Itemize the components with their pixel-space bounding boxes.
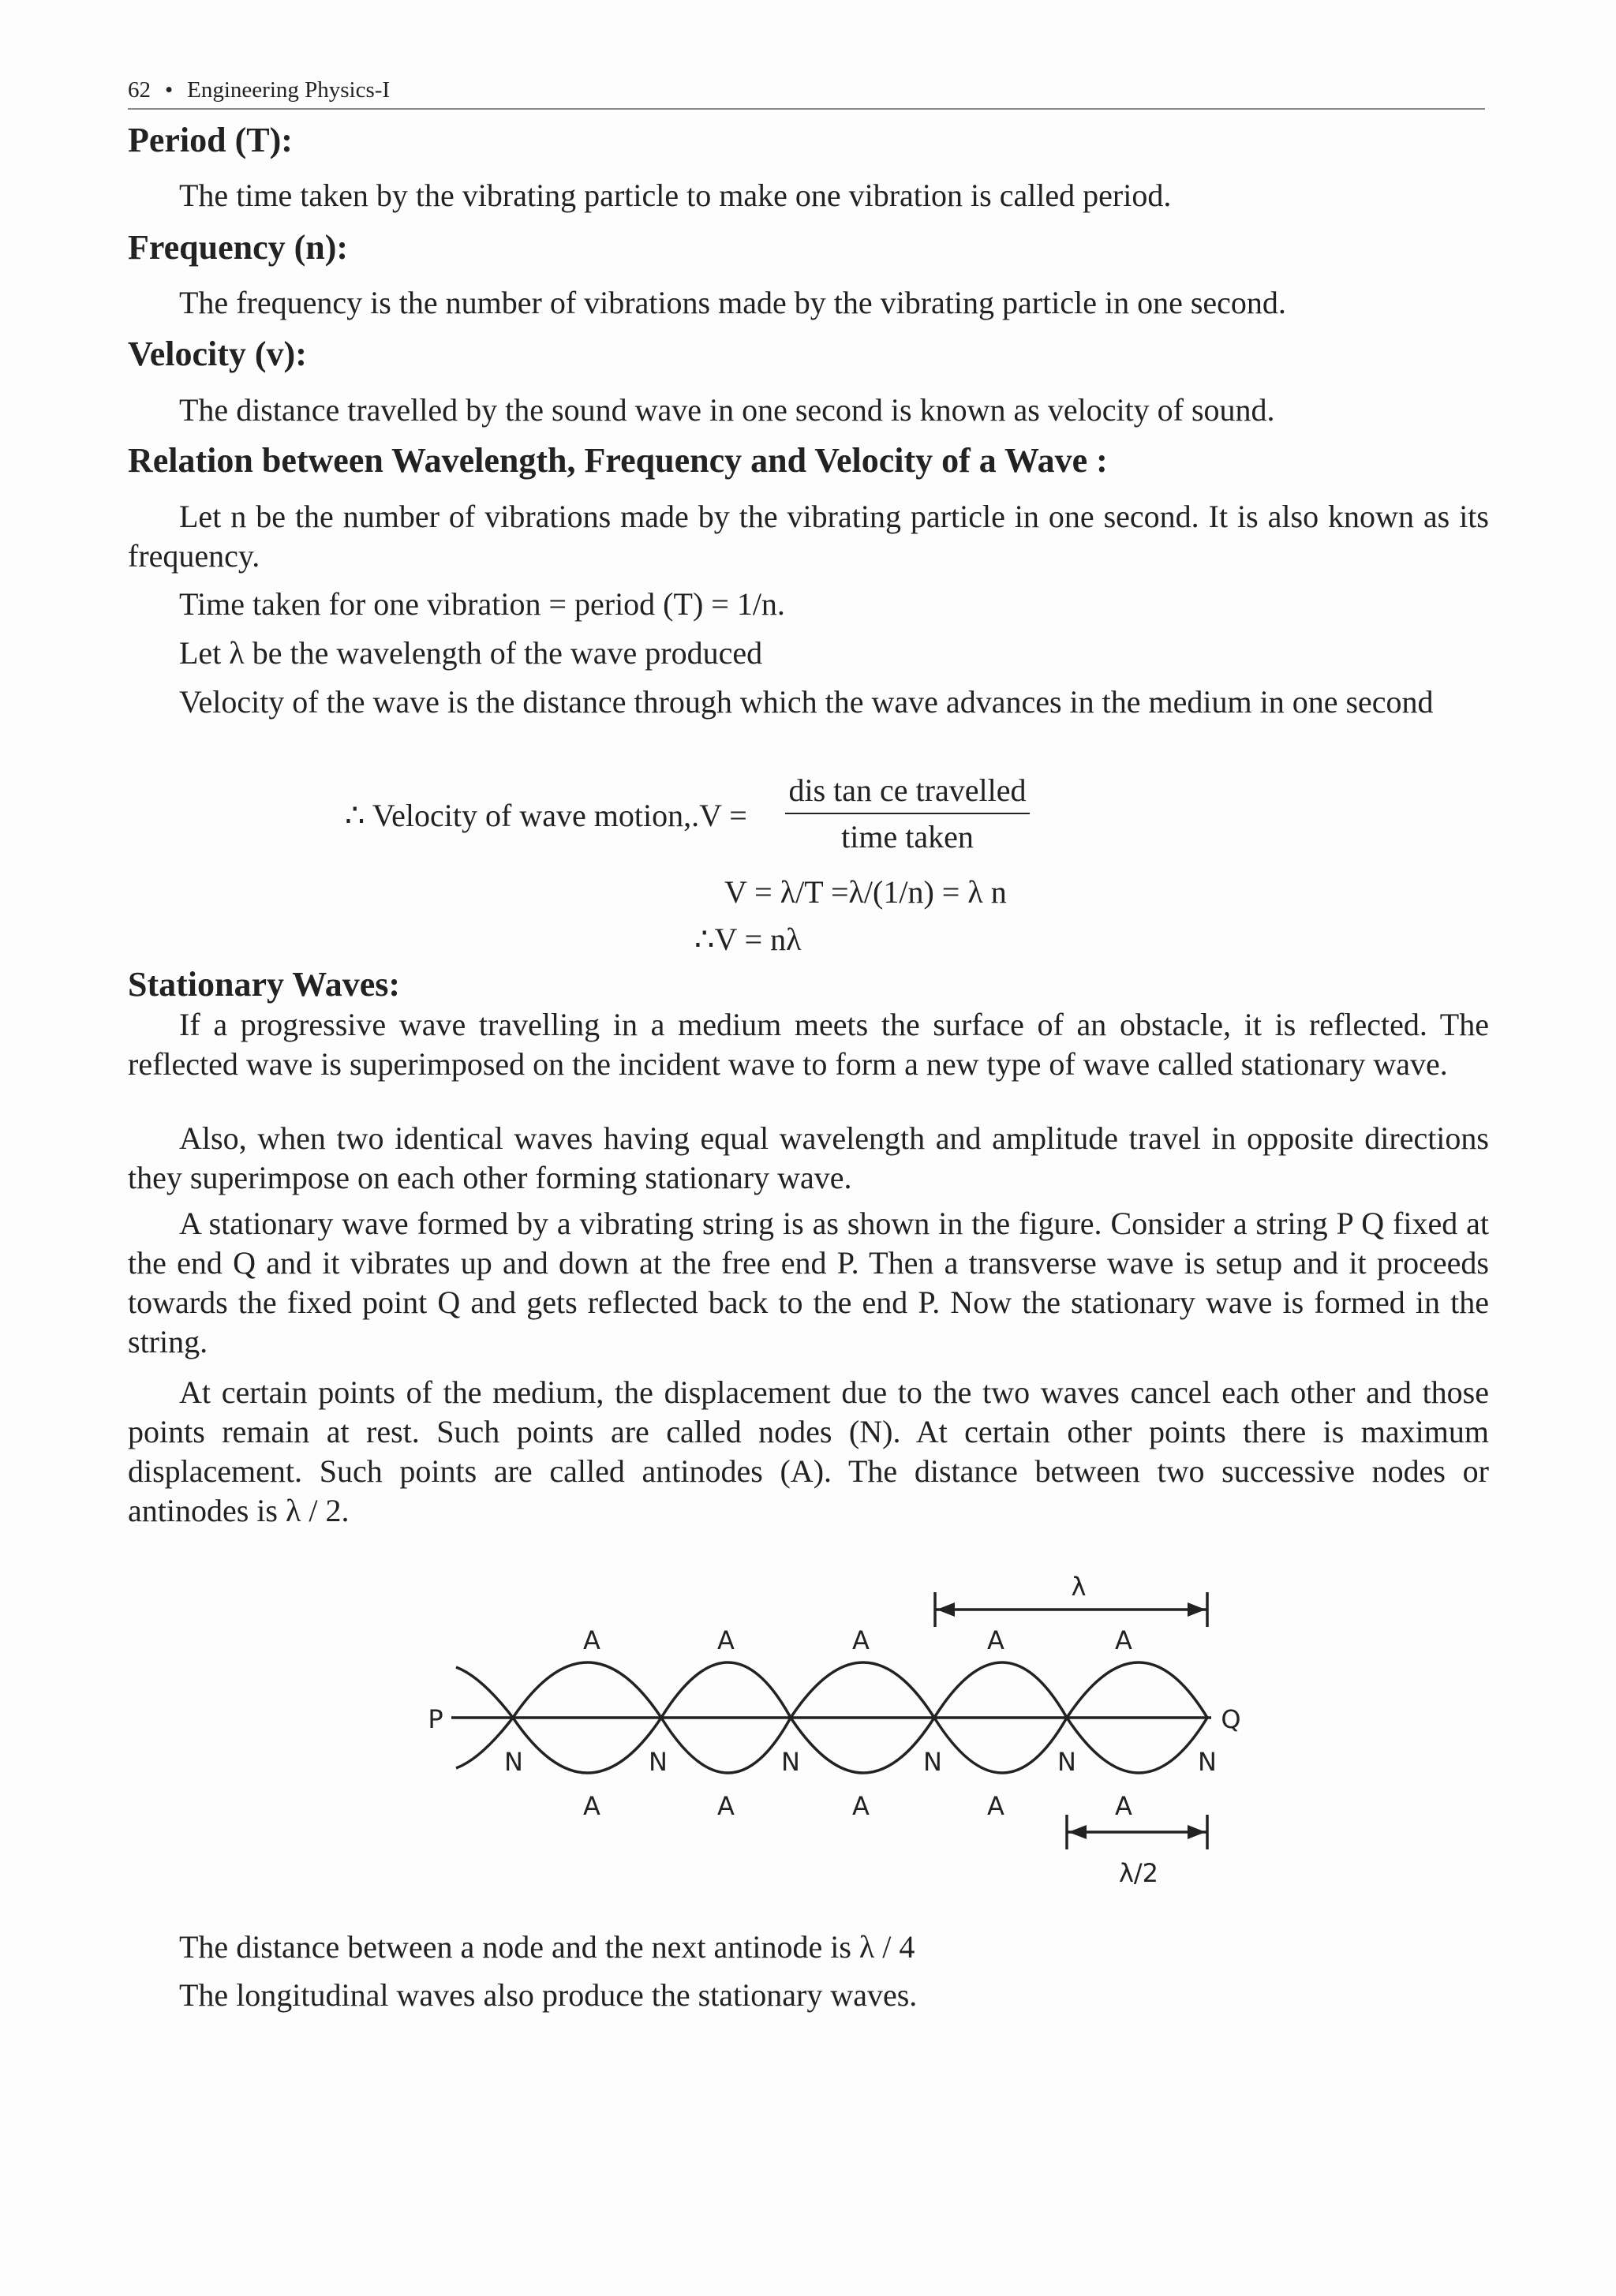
antinode-label: A (583, 1625, 600, 1655)
velocity-equation-denominator: time taken (841, 819, 974, 854)
header-bullet: • (165, 77, 174, 103)
frequency-heading: Frequency (n): (128, 228, 349, 267)
half-lambda-label: λ/2 (1118, 1858, 1159, 1888)
stationary-heading: Stationary Waves: (128, 965, 401, 1004)
antinode-label: A (987, 1791, 1004, 1821)
velocity-equation-2: V = λ/T =λ/(1/n) = λ n (724, 874, 1007, 910)
velocity-equation-3: ∴V = nλ (694, 922, 802, 957)
stationary-paragraph-3: A stationary wave formed by a vibrating string is as shown in the figure. Consider a string P Q fixed at the end Q and it vibrates up and down at the free end P. Then a transverse wave is setup and it proceeds towards the fixed point Q and gets reflected back to the end P. Now the stationary wave is formed in the string. (128, 1206, 1489, 1359)
node-label: N (1057, 1747, 1076, 1777)
node-label: N (649, 1747, 668, 1777)
wave-upper (456, 1662, 1207, 1718)
relation-paragraph-4: Velocity of the wave is the distance through which the wave advances in the medium in one second (179, 684, 1434, 720)
end-q-label: Q (1221, 1704, 1241, 1734)
antinode-label: A (987, 1625, 1004, 1655)
period-heading: Period (T): (128, 121, 293, 159)
node-label: N (923, 1747, 942, 1777)
stationary-paragraph-1: If a progressive wave travelling in a medium meets the surface of an obstacle, it is reflected. The reflected wave is superimposed on the incident wave to form a new type of wave called stationary wave. (128, 1007, 1489, 1082)
relation-heading: Relation between Wavelength, Frequency and Velocity of a Wave : (128, 441, 1108, 480)
lambda-label: λ (1071, 1572, 1087, 1602)
closing-paragraph-1: The distance between a node and the next antinode is λ / 4 (179, 1929, 915, 1965)
relation-paragraph-3: Let λ be the wavelength of the wave produced (179, 635, 763, 671)
antinode-label: A (852, 1791, 870, 1821)
stationary-paragraph-2: Also, when two identical waves having equal wavelength and amplitude travel in opposite directions they superimpose on each other forming stationary wave. (128, 1120, 1489, 1195)
lambda-arrowhead-right (1188, 1602, 1206, 1617)
antinode-label: A (1115, 1791, 1132, 1821)
end-p-label: P (428, 1704, 443, 1734)
lambda-arrowhead-left (937, 1602, 955, 1617)
wave-lower (456, 1718, 1207, 1773)
closing-paragraph-2: The longitudinal waves also produce the stationary waves. (179, 1977, 918, 2013)
book-title: Engineering Physics-I (187, 77, 391, 103)
antinode-label: A (852, 1625, 870, 1655)
node-label: N (504, 1747, 523, 1777)
velocity-equation-lhs: ∴ Velocity of wave motion,.V = (345, 798, 747, 833)
relation-paragraph-2: Time taken for one vibration = period (T) = 1/n. (179, 586, 785, 622)
stationary-paragraph-4: At certain points of the medium, the displacement due to the two waves cancel each other and those points remain at rest. Such points are called nodes (N). At certain other points there is maximum displacement. Such points are called antinodes (A). The distance between two successive nodes or antinodes is λ / 2. (128, 1374, 1489, 1528)
half-lambda-arrowhead-right (1188, 1825, 1206, 1839)
half-lambda-arrowhead-left (1068, 1825, 1087, 1839)
antinode-label: A (583, 1791, 600, 1821)
velocity-text: The distance travelled by the sound wave in one second is known as velocity of sound. (179, 392, 1275, 428)
antinode-label: A (1115, 1625, 1132, 1655)
antinode-label: A (717, 1625, 735, 1655)
antinode-label: A (717, 1791, 735, 1821)
node-label: N (1198, 1747, 1217, 1777)
relation-paragraph-1: Let n be the number of vibrations made by the vibrating particle in one second. It is also known as its frequency. (128, 499, 1489, 574)
node-label: N (781, 1747, 800, 1777)
page-number: 62 (128, 77, 151, 103)
period-text: The time taken by the vibrating particle to make one vibration is called period. (179, 178, 1172, 213)
frequency-text: The frequency is the number of vibrations made by the vibrating particle in one second. (179, 285, 1286, 320)
velocity-heading: Velocity (v): (128, 335, 307, 373)
velocity-equation-numerator: dis tan ce travelled (788, 772, 1027, 808)
